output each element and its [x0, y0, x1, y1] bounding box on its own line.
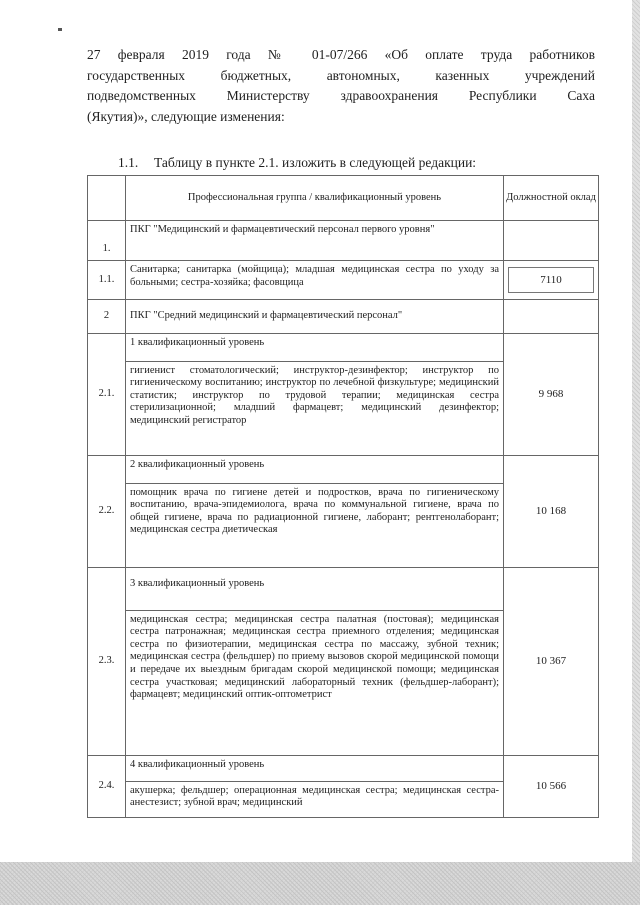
table-row	[88, 221, 599, 261]
table-row	[88, 568, 599, 756]
row-salary: 9 968	[504, 334, 599, 456]
qualification-level: 3 квалификационный уровень	[130, 578, 265, 589]
scan-speck	[58, 28, 62, 31]
subsection-number: 1.1.	[118, 155, 139, 170]
scan-edge-right	[632, 0, 640, 862]
header-group-level: Профессиональная группа / квалификационный уровень	[126, 176, 504, 221]
row-number: 2.1.	[88, 334, 126, 456]
table-row	[88, 300, 599, 334]
table-row	[88, 456, 599, 568]
qualification-level: 1 квалификационный уровень	[130, 337, 265, 348]
salary-table	[87, 175, 599, 818]
row-number: 2.4.	[88, 756, 126, 818]
intro-line: подведомственных Министерству здравоохранения Республики Саха	[87, 88, 595, 103]
table-row	[88, 756, 599, 818]
intro-paragraph	[87, 45, 595, 127]
row-text: медицинская сестра; медицинская сестра палатная (постовая); медицинская сестра патронажная; медицинская сестра приемного отделения; медицинская сестра по физиотерапии, медицинская сестра по массажу, зубной техник; медицинская сестра (фельдшер) по приему вызовов скорой медицинской помощи и передаче их выездным бригадам скорой медицинской помощи; медицинская сестра участковая; медицинский лабораторный техник (фельдшер-лаборант); фармацевт; медицинский оптик-оптометрист	[126, 610, 503, 705]
row-number: 2.2.	[88, 456, 126, 568]
table-header-row	[88, 176, 599, 221]
row-salary	[504, 221, 599, 261]
intro-line: (Якутия)», следующие изменения:	[87, 108, 285, 124]
row-text: ПКГ "Медицинский и фармацевтический персонал первого уровня"	[126, 221, 504, 261]
row-salary: 7110	[508, 267, 594, 293]
row-salary: 10 367	[504, 568, 599, 756]
subsection-heading	[118, 155, 476, 171]
salary-cell	[504, 261, 599, 300]
intro-line: 27 февраля 2019 года № 01-07/266 «Об оплате труда работников	[87, 47, 595, 62]
row-number: 2.3.	[88, 568, 126, 756]
row-text: гигиенист стоматологический; инструктор-дезинфектор; инструктор по гигиеническому воспитанию; инструктор по лечебной физкультуре; медицинский статистик; инструктор по трудовой терапии; медицинская сестра стерилизационной; младший фармацевт; медицинский дезинфектор; медицинский регистратор	[126, 361, 503, 431]
table-row	[88, 261, 599, 300]
row-text: Санитарка; санитарка (мойщица); младшая медицинская сестра по уходу за больными; сестра-хозяйка; фасовщица	[126, 261, 504, 300]
row-content	[126, 568, 504, 756]
row-salary	[504, 300, 599, 334]
scan-edge-bottom	[0, 862, 640, 905]
row-salary: 10 168	[504, 456, 599, 568]
subsection-text: Таблицу в пункте 2.1. изложить в следующей редакции:	[154, 155, 477, 170]
qualification-level: 2 квалификационный уровень	[130, 459, 265, 470]
row-content	[126, 334, 504, 456]
intro-line: государственных бюджетных, автономных, казенных учреждений	[87, 67, 595, 83]
row-content	[126, 456, 504, 568]
row-number: 1.1.	[88, 261, 126, 300]
row-content	[126, 756, 504, 818]
row-number: 2	[88, 300, 126, 334]
row-number: 1.	[88, 221, 126, 261]
header-salary: Должностной оклад	[504, 176, 599, 221]
header-num-cell	[88, 176, 126, 221]
row-text: ПКГ "Средний медицинский и фармацевтический персонал"	[126, 300, 504, 334]
row-text: помощник врача по гигиене детей и подростков, врача по гигиеническому воспитанию, врача-эпидемиолога, врача по коммунальной гигиене, врача по общей гигиене, врача по радиационной гигиене, лаборант; рентгенолаборант; медицинская сестра диетическая	[126, 483, 503, 540]
qualification-level: 4 квалификационный уровень	[130, 759, 265, 770]
row-text: акушерка; фельдшер; операционная медицинская сестра; медицинская сестра-анестезист; зубной врач; медицинский	[126, 781, 503, 813]
table-row	[88, 334, 599, 456]
row-salary: 10 566	[504, 756, 599, 818]
